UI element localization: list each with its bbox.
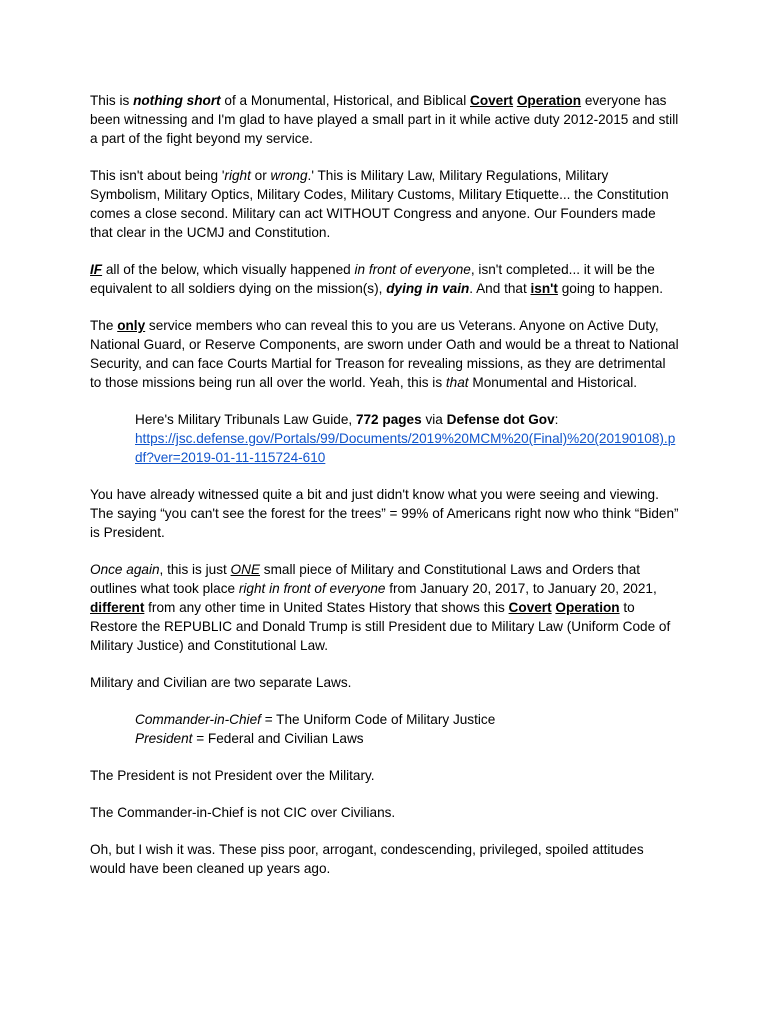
text: This is bbox=[90, 93, 134, 108]
definition-commander-in-chief bbox=[135, 710, 680, 729]
text: = The Uniform Code of Military Justice bbox=[260, 712, 496, 727]
emphasis-text: 772 pages bbox=[355, 412, 422, 427]
emphasis-text: Covert bbox=[508, 600, 552, 615]
text: from January 20, 2017, to January 20, 2021, bbox=[385, 581, 657, 596]
paragraph-tribunals-guide bbox=[135, 410, 680, 467]
paragraph-forest-trees bbox=[90, 485, 680, 542]
emphasis-text: Covert bbox=[470, 93, 514, 108]
text: or bbox=[250, 168, 271, 183]
text: Military and Civilian are two separate Laws. bbox=[90, 675, 352, 690]
text: Here's Military Tribunals Law Guide, bbox=[135, 412, 356, 427]
text: service members who can reveal this to you are us Veterans. Anyone on Active Duty, National Guard, or Reserve Components, are sworn under Oath and would be a threat to National Security, and can face Courts Martial for Treason for revealing missions, as they are detrimental to those missions being run all over the world. Yeah, this is bbox=[90, 318, 679, 390]
emphasis-text: isn't bbox=[530, 281, 558, 296]
paragraph-cic-civilians bbox=[90, 803, 680, 822]
emphasis-text: right in front of everyone bbox=[238, 581, 386, 596]
emphasis-text: dying in vain bbox=[386, 281, 470, 296]
text: Oh, but I wish it was. These piss poor, arrogant, condescending, privileged, spoiled attitudes would have been cleaned up years ago. bbox=[90, 842, 644, 876]
emphasis-text: wrong bbox=[270, 168, 308, 183]
text: . And that bbox=[469, 281, 531, 296]
emphasis-text: ONE bbox=[230, 562, 261, 577]
text: , this is just bbox=[159, 562, 231, 577]
emphasis-text: President bbox=[135, 731, 193, 746]
text: The President is not President over the Military. bbox=[90, 768, 375, 783]
text: = Federal and Civilian Laws bbox=[192, 731, 364, 746]
text: You have already witnessed quite a bit and just didn't know what you were seeing and viewing. The saying “you can't see the forest for the trees” = 99% of Americans right now who think “Biden” is President. bbox=[90, 487, 679, 540]
text: to Restore the REPUBLIC and Donald Trump is still President due to Military Law (Uniform Code of Military Justice) and Constitutional Law. bbox=[90, 600, 671, 653]
text: everyone has been witnessing and I'm glad to have played a small part in it while active duty 2012-2015 and still a part of the fight beyond my service. bbox=[90, 93, 679, 146]
paragraph-wish bbox=[90, 840, 680, 878]
text: This isn't about being ' bbox=[90, 168, 225, 183]
emphasis-text: that bbox=[445, 375, 469, 390]
text: of a Monumental, Historical, and Biblical bbox=[220, 93, 470, 108]
emphasis-text: Once again bbox=[90, 562, 160, 577]
emphasis-text: IF bbox=[90, 262, 103, 277]
emphasis-text: Operation bbox=[555, 600, 620, 615]
text: .' This is Military Law, Military Regulations, Military Symbolism, Military Optics, Military Codes, Military Customs, Military Etiquette... the Constitution comes a close second. Military can act WITHOUT Congress and anyone. Our Founders made that clear in the UCMJ and Constitution. bbox=[90, 168, 669, 240]
text: from any other time in United States History that shows this bbox=[144, 600, 509, 615]
emphasis-text: nothing short bbox=[133, 93, 221, 108]
emphasis-text: different bbox=[90, 600, 145, 615]
emphasis-text: only bbox=[117, 318, 146, 333]
paragraph-dying-in-vain bbox=[90, 260, 680, 298]
emphasis-text: right bbox=[224, 168, 251, 183]
emphasis-text: Operation bbox=[516, 93, 582, 108]
definition-president bbox=[135, 729, 680, 748]
paragraph-covert-operation bbox=[90, 91, 680, 148]
paragraph-separate-laws bbox=[90, 673, 680, 692]
text: , isn't completed... it will be the equivalent to all soldiers dying on the mission(s), bbox=[90, 262, 655, 296]
paragraph-once-again bbox=[90, 560, 680, 655]
text: all of the below, which visually happened bbox=[102, 262, 355, 277]
text: The Commander-in-Chief is not CIC over Civilians. bbox=[90, 805, 396, 820]
emphasis-text: in front of everyone bbox=[354, 262, 471, 277]
text: small piece of Military and Constitutional Laws and Orders that outlines what took place bbox=[90, 562, 641, 596]
paragraph-president-military bbox=[90, 766, 680, 785]
paragraph-veterans bbox=[90, 316, 680, 392]
document-page bbox=[90, 91, 680, 896]
emphasis-text: Commander-in-Chief bbox=[135, 712, 261, 727]
text: The bbox=[90, 318, 118, 333]
emphasis-text: Defense dot Gov bbox=[446, 412, 555, 427]
text: going to happen. bbox=[557, 281, 663, 296]
text: : bbox=[554, 412, 559, 427]
text: via bbox=[421, 412, 447, 427]
tribunals-guide-link[interactable]: https://jsc.defense.gov/Portals/99/Documents/2019%20MCM%20(Final)%20(20190108).pdf?ver=2019-01-11-115724-610 bbox=[135, 431, 676, 465]
text: Monumental and Historical. bbox=[468, 375, 638, 390]
paragraph-military-law bbox=[90, 166, 680, 242]
